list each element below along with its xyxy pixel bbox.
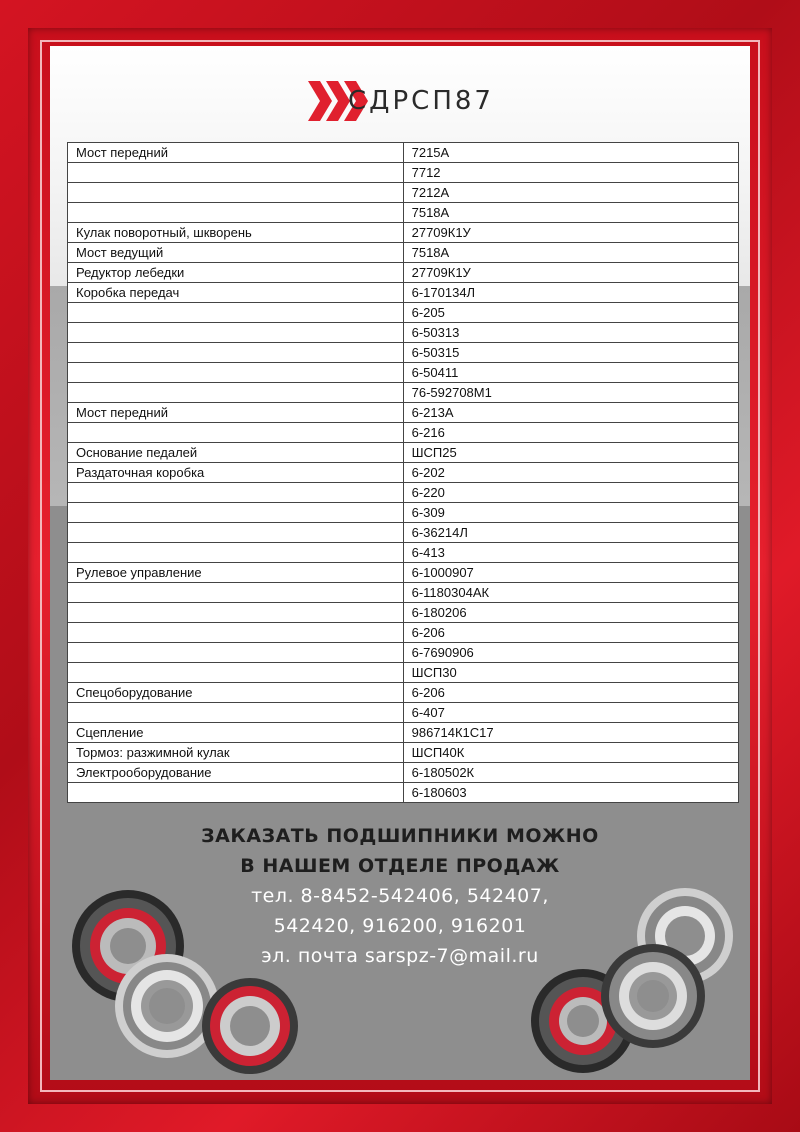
part-cell xyxy=(68,483,404,503)
bearing-code-cell: 27709К1У xyxy=(403,263,738,283)
bearing-code-cell: 76-592708М1 xyxy=(403,383,738,403)
bearing-code-cell: 6-50313 xyxy=(403,323,738,343)
bearing-code-cell: 6-413 xyxy=(403,543,738,563)
bearing-code-cell: 6-180502К xyxy=(403,763,738,783)
table-row xyxy=(68,483,739,503)
part-cell: Основание педалей xyxy=(68,443,404,463)
table-row xyxy=(68,343,739,363)
bearings-table xyxy=(67,142,739,803)
bearing-code-cell: 6-202 xyxy=(403,463,738,483)
bearing-code-cell: 7712 xyxy=(403,163,738,183)
table-row xyxy=(68,163,739,183)
part-cell xyxy=(68,703,404,723)
table-row xyxy=(68,603,739,623)
part-cell: Сцепление xyxy=(68,723,404,743)
bearing-code-cell: 6-216 xyxy=(403,423,738,443)
part-cell xyxy=(68,583,404,603)
bearing-code-cell: ШСП25 xyxy=(403,443,738,463)
phone-line2: 542420, 916200, 916201 xyxy=(273,915,527,937)
table-row xyxy=(68,183,739,203)
part-cell: Мост передний xyxy=(68,403,404,423)
table-row xyxy=(68,303,739,323)
part-cell: Мост передний xyxy=(68,143,404,163)
bearing-code-cell: 6-206 xyxy=(403,683,738,703)
bearing-code-cell: 6-220 xyxy=(403,483,738,503)
part-cell xyxy=(68,303,404,323)
table-row xyxy=(68,223,739,243)
part-cell xyxy=(68,543,404,563)
table-row xyxy=(68,743,739,763)
part-cell xyxy=(68,523,404,543)
bearing-icon xyxy=(200,976,300,1076)
part-cell xyxy=(68,183,404,203)
table-row xyxy=(68,523,739,543)
part-cell xyxy=(68,503,404,523)
part-cell: Коробка передач xyxy=(68,283,404,303)
table-row xyxy=(68,723,739,743)
bearing-code-cell: 7212А xyxy=(403,183,738,203)
table-row xyxy=(68,283,739,303)
bearing-code-cell: 6-407 xyxy=(403,703,738,723)
phone-line1: тел. 8-8452-542406, 542407, xyxy=(251,885,549,907)
table-row xyxy=(68,443,739,463)
table-row xyxy=(68,323,739,343)
part-cell xyxy=(68,203,404,223)
table-row xyxy=(68,263,739,283)
bearing-code-cell: 6-180603 xyxy=(403,783,738,803)
table-row xyxy=(68,783,739,803)
table-row xyxy=(68,543,739,563)
brand-name: СДРСП87 xyxy=(348,86,494,116)
bearing-code-cell: 6-170134Л xyxy=(403,283,738,303)
table-row xyxy=(68,463,739,483)
bearing-code-cell: 6-180206 xyxy=(403,603,738,623)
part-cell xyxy=(68,323,404,343)
part-cell: Раздаточная коробка xyxy=(68,463,404,483)
part-cell: Рулевое управление xyxy=(68,563,404,583)
bearing-code-cell: 6-309 xyxy=(403,503,738,523)
part-cell: Тормоз: разжимной кулак xyxy=(68,743,404,763)
table-row xyxy=(68,503,739,523)
bearing-icon xyxy=(598,941,708,1051)
part-cell xyxy=(68,383,404,403)
part-cell xyxy=(68,643,404,663)
bearing-code-cell: 6-50411 xyxy=(403,363,738,383)
table-row xyxy=(68,623,739,643)
table-row xyxy=(68,663,739,683)
bearing-code-cell: 7215А xyxy=(403,143,738,163)
table-row xyxy=(68,243,739,263)
brand-logo xyxy=(50,76,750,126)
table-row xyxy=(68,703,739,723)
bearing-code-cell: 7518А xyxy=(403,243,738,263)
table-row xyxy=(68,583,739,603)
table-row xyxy=(68,203,739,223)
part-cell: Мост ведущий xyxy=(68,243,404,263)
table-row xyxy=(68,683,739,703)
bearing-code-cell: 6-1000907 xyxy=(403,563,738,583)
table-row xyxy=(68,563,739,583)
bearing-code-cell: ШСП30 xyxy=(403,663,738,683)
table-row xyxy=(68,383,739,403)
part-cell: Электрооборудование xyxy=(68,763,404,783)
bearing-code-cell: 6-50315 xyxy=(403,343,738,363)
part-cell xyxy=(68,363,404,383)
bearing-code-cell: 6-205 xyxy=(403,303,738,323)
contact-heading-line2: В НАШЕМ ОТДЕЛЕ ПРОДАЖ xyxy=(240,855,560,877)
part-cell: Спецоборудование xyxy=(68,683,404,703)
table-row xyxy=(68,643,739,663)
table-row xyxy=(68,363,739,383)
part-cell xyxy=(68,603,404,623)
email-line: эл. почта sarspz-7@mail.ru xyxy=(261,945,539,967)
bearing-code-cell: 7518А xyxy=(403,203,738,223)
bearing-code-cell: 6-7690906 xyxy=(403,643,738,663)
bearing-code-cell: 6-36214Л xyxy=(403,523,738,543)
part-cell xyxy=(68,783,404,803)
contact-heading-line1: ЗАКАЗАТЬ ПОДШИПНИКИ МОЖНО xyxy=(201,825,599,847)
bearing-code-cell: 27709К1У xyxy=(403,223,738,243)
table-row xyxy=(68,403,739,423)
part-cell xyxy=(68,163,404,183)
part-cell: Редуктор лебедки xyxy=(68,263,404,283)
table-row xyxy=(68,423,739,443)
content-panel xyxy=(50,46,750,1080)
part-cell xyxy=(68,663,404,683)
part-cell xyxy=(68,343,404,363)
bearing-code-cell: 6-213А xyxy=(403,403,738,423)
bearing-code-cell: ШСП40К xyxy=(403,743,738,763)
bearing-code-cell: 6-1180304АК xyxy=(403,583,738,603)
bearing-code-cell: 986714К1С17 xyxy=(403,723,738,743)
part-cell: Кулак поворотный, шкворень xyxy=(68,223,404,243)
part-cell xyxy=(68,623,404,643)
table-row xyxy=(68,143,739,163)
table-row xyxy=(68,763,739,783)
part-cell xyxy=(68,423,404,443)
bearing-code-cell: 6-206 xyxy=(403,623,738,643)
